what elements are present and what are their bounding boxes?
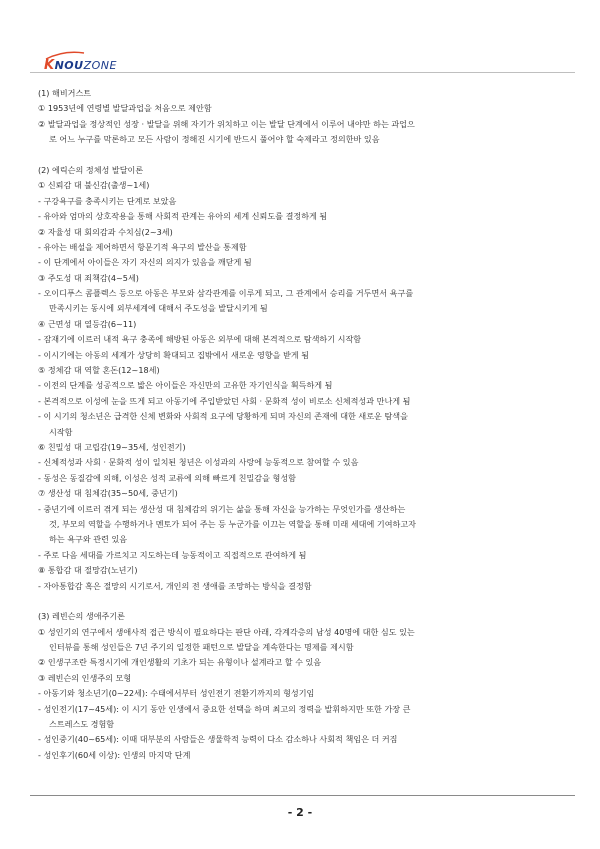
list-item-continued: 스트레스도 경험함 bbox=[49, 719, 115, 730]
page-number: - 2 - bbox=[287, 806, 313, 819]
list-item-continued: 하는 욕구와 관련 있음 bbox=[49, 534, 128, 545]
list-item: - 자아통합감 혹은 절망의 시기로서, 개인의 전 생애를 조망하는 방식을 결정함 bbox=[38, 580, 312, 591]
paragraph-gap bbox=[38, 594, 568, 609]
list-item: ③ 주도성 대 죄책감(4~5세) bbox=[38, 272, 139, 283]
list-item: ② 자율성 대 회의감과 수치심(2~3세) bbox=[38, 226, 173, 237]
list-item: - 본격적으로 이성에 눈을 뜨게 되고 아동기에 주입받았던 사회 · 문화적 성이 비로소 신체적성과 만나게 됨 bbox=[38, 395, 411, 406]
list-item: ⑧ 통합감 대 절망감(노년기) bbox=[38, 565, 138, 576]
list-item: - 주로 다음 세대를 가르치고 지도하는데 능동적이고 직접적으로 관여하게 됨 bbox=[38, 549, 307, 560]
footer-divider bbox=[30, 795, 575, 796]
list-item: ⑤ 정체감 대 역할 혼돈(12~18세) bbox=[38, 365, 160, 376]
list-item: ⑦ 생산성 대 침체감(35~50세, 중년기) bbox=[38, 488, 178, 499]
list-item: - 이 시기의 청소년은 급격한 신체 변화와 사회적 요구에 당황하게 되며 자신의 존재에 대한 새로운 탐색을 bbox=[38, 411, 408, 422]
list-item: ⑥ 친밀성 대 고립감(19~35세, 성인전기) bbox=[38, 441, 186, 452]
list-item: ④ 근면성 대 열등감(6~11) bbox=[38, 318, 137, 329]
header-divider bbox=[30, 72, 575, 73]
paragraph-gap bbox=[38, 148, 568, 163]
logo-swoosh-icon bbox=[44, 50, 114, 60]
list-item: - 구강욕구를 충족시키는 단계로 보았음 bbox=[38, 195, 177, 206]
document-body bbox=[38, 86, 568, 763]
list-item: ① 1953년에 연령별 발달과업을 처음으로 제안함 bbox=[38, 103, 212, 114]
list-item: ① 성인기의 연구에서 생애사적 접근 방식이 필요하다는 판단 아래, 각계각층의 남성 40명에 대한 심도 있는 bbox=[38, 626, 415, 637]
section-heading: (1) 해비거스트 bbox=[38, 88, 92, 98]
list-item: - 동성은 동질감에 의해, 이성은 성적 교류에 의해 빠르게 친밀감을 형성함 bbox=[38, 472, 296, 483]
section-heading: (2) 에릭슨의 정체성 발달이론 bbox=[38, 164, 144, 175]
list-item-continued: 것, 부모의 역할을 수행하거나 멘토가 되어 주는 등 누군가를 이끄는 역할을 통해 미래 세대에 기여하고자 bbox=[49, 518, 416, 529]
list-item: ② 발달과업을 정상적인 성장 · 발달을 위해 자기가 위치하고 이는 발달 단계에서 이루어 내야만 하는 과업으 bbox=[38, 118, 415, 129]
page-header bbox=[30, 50, 575, 74]
list-item: ① 신뢰감 대 불신감(출생~1세) bbox=[38, 180, 150, 191]
list-item: ③ 레빈슨의 인생주의 모형 bbox=[38, 672, 132, 683]
list-item-continued: 인터뷰를 통해 성인들은 7년 주기의 일정한 패턴으로 발달을 계속한다는 명제를 제시함 bbox=[49, 642, 354, 653]
list-item: - 성인후기(60세 이상): 인생의 마지막 단계 bbox=[38, 749, 191, 760]
list-item: - 신체적성과 사회 · 문화적 성이 일치된 청년은 이성과의 사랑에 능동적으로 참여할 수 있음 bbox=[38, 457, 359, 468]
list-item: ② 인생구조란 특정시기에 개인생활의 기초가 되는 유형이나 설계라고 할 수 있음 bbox=[38, 657, 322, 668]
list-item: - 이 단계에서 아이들은 자기 자신의 의지가 있음을 깨닫게 됨 bbox=[38, 257, 252, 268]
list-item: - 유아와 엄마의 상호작용을 통해 사회적 관계는 유아의 세계 신뢰도를 결정하게 됨 bbox=[38, 211, 328, 222]
list-item-continued: 로 어느 누구를 막론하고 모든 사람이 정해진 시기에 반드시 풀어야 할 숙제라고 정의한바 있음 bbox=[49, 134, 380, 145]
list-item: - 성인중기(40~65세): 이때 대부분의 사람들은 생물학적 능력이 다소 감소하나 사회적 책임은 더 커짐 bbox=[38, 734, 398, 745]
knouzone-logo bbox=[44, 50, 117, 72]
list-item: - 이시기에는 아동의 세계가 상당히 확대되고 집밖에서 새로운 영향을 받게 됨 bbox=[38, 349, 310, 360]
section-heading: (3) 레빈슨의 생애주기론 bbox=[38, 611, 125, 622]
list-item-continued: 시작함 bbox=[49, 426, 73, 437]
list-item: - 유아는 배설을 제어하면서 항문기적 욕구의 발산을 통제함 bbox=[38, 241, 247, 252]
list-item: - 이전의 단계를 성공적으로 밟은 아이들은 자신만의 고유한 자기인식을 획득하게 됨 bbox=[38, 380, 333, 391]
list-item: - 중년기에 이르러 겪게 되는 생산성 대 침체감의 위기는 삶을 통해 자신을 능가하는 무엇인가를 생산하는 bbox=[38, 503, 406, 514]
list-item-continued: 만족시키는 동시에 외부세계에 대해서 주도성을 발달시키게 됨 bbox=[49, 303, 268, 314]
list-item: - 아동기와 청소년기(0~22세): 수태에서부터 성인전기 전환기까지의 형성기임 bbox=[38, 688, 315, 699]
list-item: - 성인전기(17~45세): 이 시기 동안 인생에서 중요한 선택을 하며 최고의 정력을 발휘하지만 또한 가장 큰 bbox=[38, 703, 411, 714]
logo-text: KNOUZONE bbox=[44, 58, 117, 73]
list-item: - 오이디푸스 콤플렉스 등으로 아동은 부모와 삼각관계를 이루게 되고, 그 관계에서 승리를 거두면서 욕구를 bbox=[38, 288, 414, 299]
list-item: - 잠재기에 이르러 내적 욕구 충족에 해방된 아동은 외부에 대해 본격적으로 탐색하기 시작함 bbox=[38, 334, 362, 345]
